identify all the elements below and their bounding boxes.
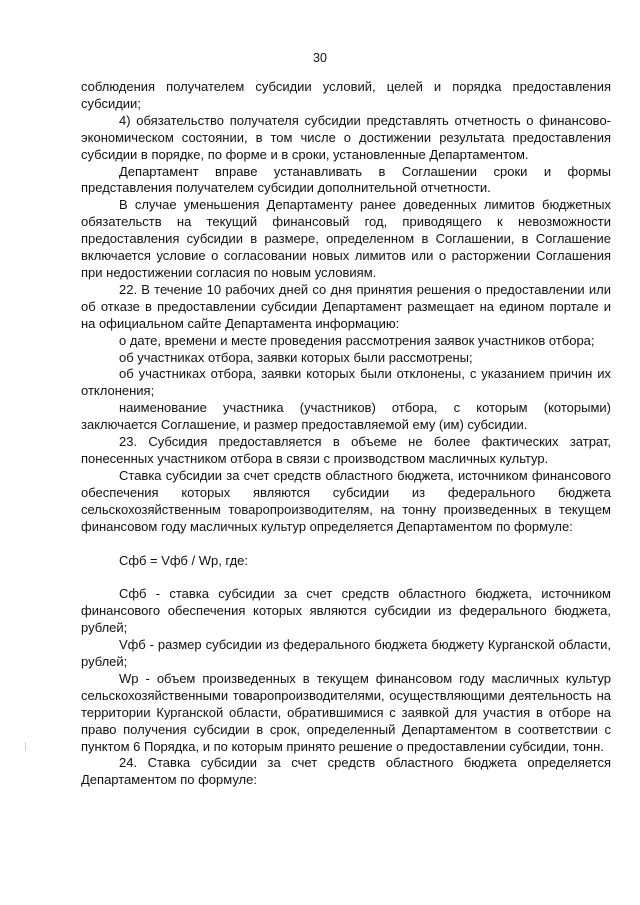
formula: Сфб = Vфб / Wp, где: xyxy=(119,553,249,569)
paragraph-info-date: о дате, времени и месте проведения рассмотрения заявок участников отбора; xyxy=(119,332,595,348)
paragraph-item-22: 22. В течение 10 рабочих дней со дня принятия решения о предоставлении или об отказе в предоставлении субсидии Департамент размещает на едином портале и на официальном сайте Департамента информацию: xyxy=(81,281,611,331)
paragraph-def-cfb: Сфб - ставка субсидии за счет средств областного бюджета, источником финансового обеспечения которых являются субсидии из федерального бюджета, рублей; xyxy=(81,586,611,636)
paragraph-def-wp: Wp - объем произведенных в текущем финансовом году масличных культур сельскохозяйственными товаропроизводителями, осуществляющими деятельность на территории Курганской области, обратившимися с заявкой для участия в отборе на право получения субсидии в срок, определенный Департаментом в соответствии с пунктом 6 Порядка, и по которым принято решение о предоставлении субсидии, тонн. xyxy=(81,670,611,754)
paragraph-item-23: 23. Субсидия предоставляется в объеме не более фактических затрат, понесенных участником отбора в связи с производством масличных культур. xyxy=(81,434,611,466)
paragraph-def-vfb: Vфб - размер субсидии из федерального бюджета бюджету Курганской области, рублей; xyxy=(81,637,611,669)
paragraph-info-reviewed: об участниках отбора, заявки которых были рассмотрены; xyxy=(119,349,473,365)
paragraph-item-24: 24. Ставка субсидии за счет средств областного бюджета определяется Департаментом по формуле: xyxy=(81,755,611,788)
scan-artifact xyxy=(25,742,26,751)
paragraph-info-rejected: об участниках отбора, заявки которых были отклонены, с указанием причин их отклонения; xyxy=(81,366,611,399)
document-body xyxy=(81,79,611,789)
paragraph-info-winner: наименование участника (участников) отбора, с которым (которыми) заключается Соглашение, и размер предоставляемой ему (им) субсидии. xyxy=(81,400,611,433)
page-number: 30 xyxy=(313,51,327,65)
paragraph-continuation: соблюдения получателем субсидии условий, целей и порядка предоставления субсидии; xyxy=(81,79,611,111)
paragraph-reporting: Департамент вправе устанавливать в Соглашении сроки и формы представления получателем субсидии дополнительной отчетности. xyxy=(81,163,611,196)
paragraph-item-4: 4) обязательство получателя субсидии представлять отчетность о финансово-экономическом состоянии, в том числе о достижении результата предоставления субсидии в порядке, по форме и в сроки, установленные Департаментом. xyxy=(81,112,611,162)
paragraph-limits: В случае уменьшения Департаменту ранее доведенных лимитов бюджетных обязательств на текущий финансовый год, приводящего к невозможности предоставления субсидии в размере, определенном в Соглашении, в Соглашение включается условие о согласовании новых лимитов или о расторжении Соглашения при недостижении согласия по новым условиям. xyxy=(81,197,611,280)
paragraph-rate-federal: Ставка субсидии за счет средств областного бюджета, источником финансового обеспечения которых являются субсидии из федерального бюджета сельскохозяйственным товаропроизводителям, на тонну произведенных в текущем финансовом году масличных культур определяется Департаментом по формуле: xyxy=(81,467,611,534)
